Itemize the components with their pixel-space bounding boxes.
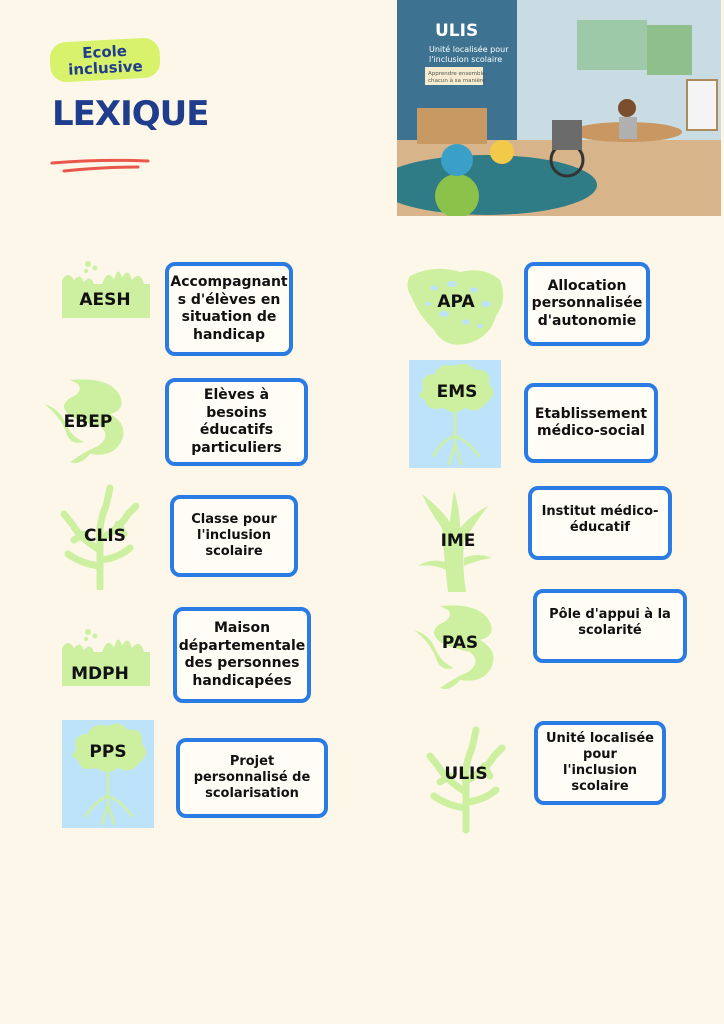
sign-small-2: chacun à sa manière (428, 78, 486, 84)
definition-text: Classe pour l'inclusion scolaire (191, 511, 277, 560)
definition-box-pas (533, 589, 687, 663)
abbr-aesh: AESH (79, 290, 131, 310)
definition-box-ulis (534, 721, 666, 805)
sign-title: ULIS (435, 21, 479, 41)
classroom-photo (397, 0, 721, 216)
abbr-pas: PAS (441, 633, 479, 653)
definition-text: Maison départementale des personnes handicapées (178, 620, 306, 689)
abbr-ime: IME (440, 531, 476, 551)
definition-text: Pôle d'appui à la scolarité (549, 607, 671, 639)
abbr-apa: APA (437, 292, 475, 312)
definition-box-mdph (173, 607, 311, 703)
definition-text: Institut médico-éducatif (541, 504, 659, 536)
tag-line-2: inclusive (67, 57, 144, 79)
definition-box-ime (528, 486, 672, 560)
abbr-pps: PPS (89, 742, 127, 762)
definition-box-aesh (165, 262, 293, 356)
sign-subtitle-2: l'inclusion scolaire (429, 55, 503, 64)
definition-box-clis (170, 495, 298, 577)
definition-box-pps (176, 738, 328, 818)
abbr-ems: EMS (436, 382, 478, 402)
tree-square-icon (62, 720, 154, 828)
definition-text: Accompagnant s d'élèves en situation de handicap (170, 274, 288, 343)
abbr-ebep: EBEP (63, 412, 113, 432)
page-title: LEXIQUE (52, 94, 209, 134)
definition-text: Projet personnalisé de scolarisation (193, 753, 311, 802)
school-tag (49, 37, 161, 83)
sign-small-1: Apprendre ensemble, (428, 71, 488, 77)
definition-box-ebep (165, 378, 308, 466)
tag-line-1: Ecole (81, 41, 128, 63)
definition-text: Elèves à besoins éducatifs particuliers (191, 387, 282, 456)
abbr-clis: CLIS (84, 526, 126, 546)
definition-text: Etablissement médico-social (534, 405, 648, 439)
abbr-ulis: ULIS (444, 764, 488, 784)
sign-subtitle-1: Unité localisée pour (429, 45, 509, 54)
tree-square-icon (409, 360, 501, 468)
definition-box-ems (524, 383, 658, 463)
abbr-mdph: MDPH (71, 664, 129, 684)
definition-text: Allocation personnalisée d'autonomie (531, 277, 643, 329)
decorative-underline-icon (50, 155, 150, 181)
definition-box-apa (524, 262, 650, 346)
definition-text: Unité localisée pour l'inclusion scolaire (546, 730, 654, 795)
